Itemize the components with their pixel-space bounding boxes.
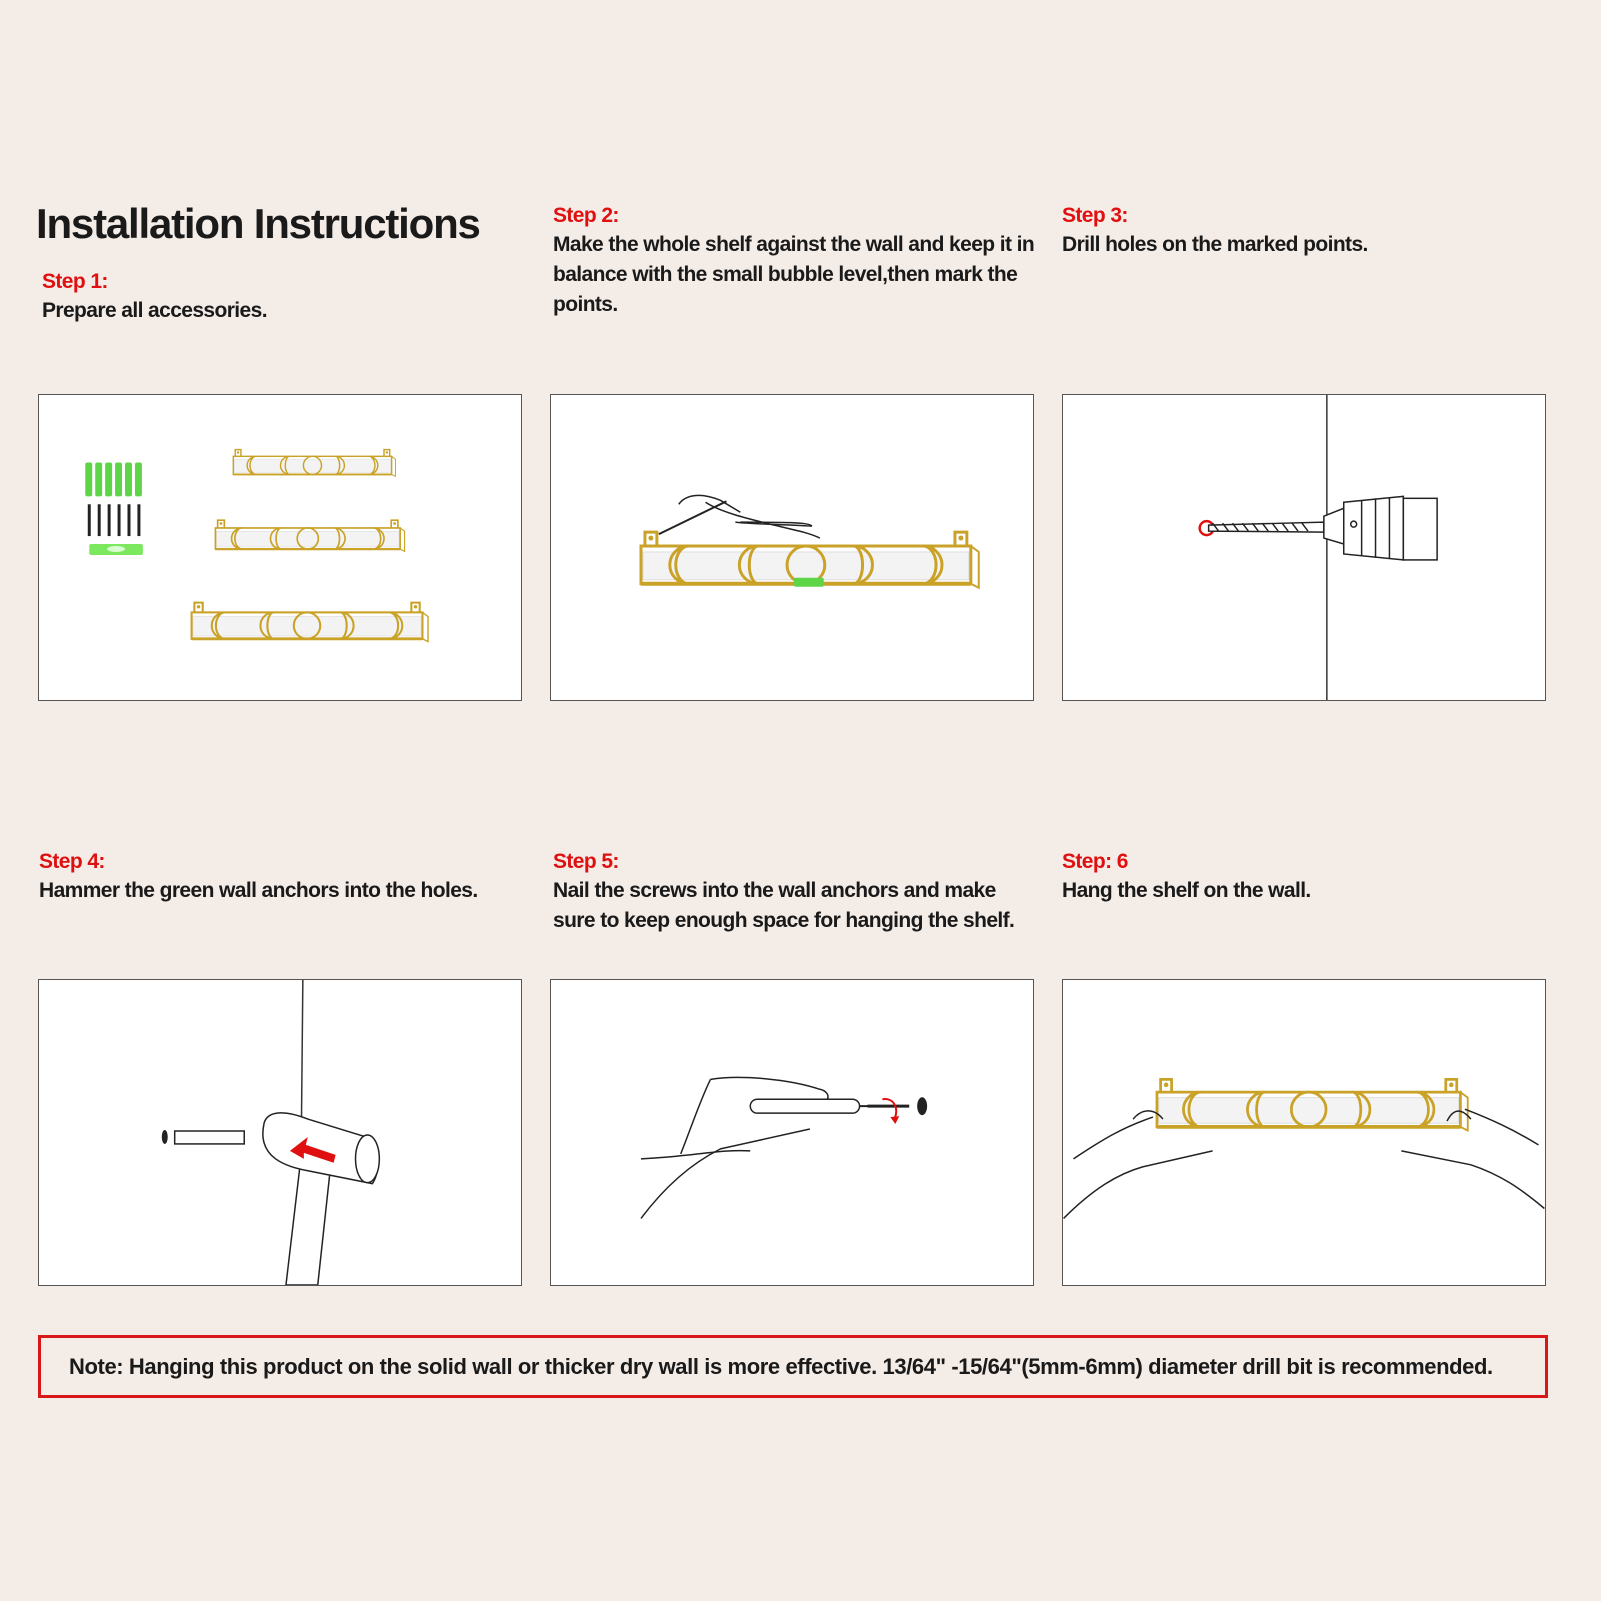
screwdriver-illustration bbox=[551, 980, 1033, 1285]
step-3-label: Step 3: bbox=[1062, 204, 1128, 227]
drill-illustration bbox=[1063, 395, 1545, 700]
step-5-text: Nail the screws into the wall anchors and make sure to keep enough space for hanging the shelf. bbox=[553, 879, 1015, 932]
step-2 bbox=[553, 202, 1039, 320]
step-4-text: Hammer the green wall anchors into the holes. bbox=[39, 879, 478, 902]
step-1 bbox=[42, 268, 512, 326]
hammer-anchor-illustration bbox=[39, 980, 521, 1285]
bubble-level-icon bbox=[794, 578, 824, 587]
note-text: Note: Hanging this product on the solid wall or thicker dry wall is more effective. 13/64" -15/64"(5mm-6mm) diameter drill bit is recommended. bbox=[69, 1353, 1493, 1379]
step-2-label: Step 2: bbox=[553, 204, 619, 227]
wall-anchors-icon bbox=[85, 463, 142, 497]
rotate-arrow-icon bbox=[882, 1099, 896, 1119]
accessories-and-three-shelves-illustration bbox=[39, 395, 521, 700]
wall-anchor-hole-icon bbox=[917, 1097, 927, 1115]
step-6-label: Step: 6 bbox=[1062, 850, 1128, 873]
step-6 bbox=[1062, 848, 1542, 906]
wall-anchor-icon bbox=[175, 1131, 245, 1144]
step-1-panel bbox=[38, 394, 522, 701]
screws-icon bbox=[89, 504, 139, 536]
step-4-panel bbox=[38, 979, 522, 1286]
step-4 bbox=[39, 848, 519, 906]
step-3 bbox=[1062, 202, 1542, 260]
step-6-panel bbox=[1062, 979, 1546, 1286]
step-5-label: Step 5: bbox=[553, 850, 619, 873]
step-4-label: Step 4: bbox=[39, 850, 105, 873]
hand-with-screwdriver-icon bbox=[641, 1077, 895, 1218]
hammer-icon bbox=[263, 1113, 379, 1285]
step-5-panel bbox=[550, 979, 1034, 1286]
step-6-text: Hang the shelf on the wall. bbox=[1062, 879, 1311, 902]
step-2-panel bbox=[550, 394, 1034, 701]
hanging-shelf-illustration bbox=[1063, 980, 1545, 1285]
medium-shelf-icon bbox=[215, 520, 404, 551]
marking-points-with-pencil-illustration bbox=[551, 395, 1033, 700]
step-1-label: Step 1: bbox=[42, 270, 108, 293]
bubble-level-icon bbox=[89, 544, 143, 555]
step-1-text: Prepare all accessories. bbox=[42, 299, 267, 322]
large-shelf-icon bbox=[192, 603, 428, 642]
drill-icon bbox=[1209, 496, 1438, 560]
page-title: Installation Instructions bbox=[36, 200, 480, 247]
small-shelf-icon bbox=[233, 450, 395, 477]
step-3-panel bbox=[1062, 394, 1546, 701]
step-2-text: Make the whole shelf against the wall and keep it in balance with the small bubble level,then mark the points. bbox=[553, 233, 1035, 316]
step-3-text: Drill holes on the marked points. bbox=[1062, 233, 1368, 256]
hole-icon bbox=[162, 1130, 168, 1144]
step-5 bbox=[553, 848, 1039, 936]
shelf-icon bbox=[1157, 1079, 1468, 1130]
note-box bbox=[38, 1335, 1548, 1398]
hand-with-pencil-icon bbox=[659, 495, 820, 538]
